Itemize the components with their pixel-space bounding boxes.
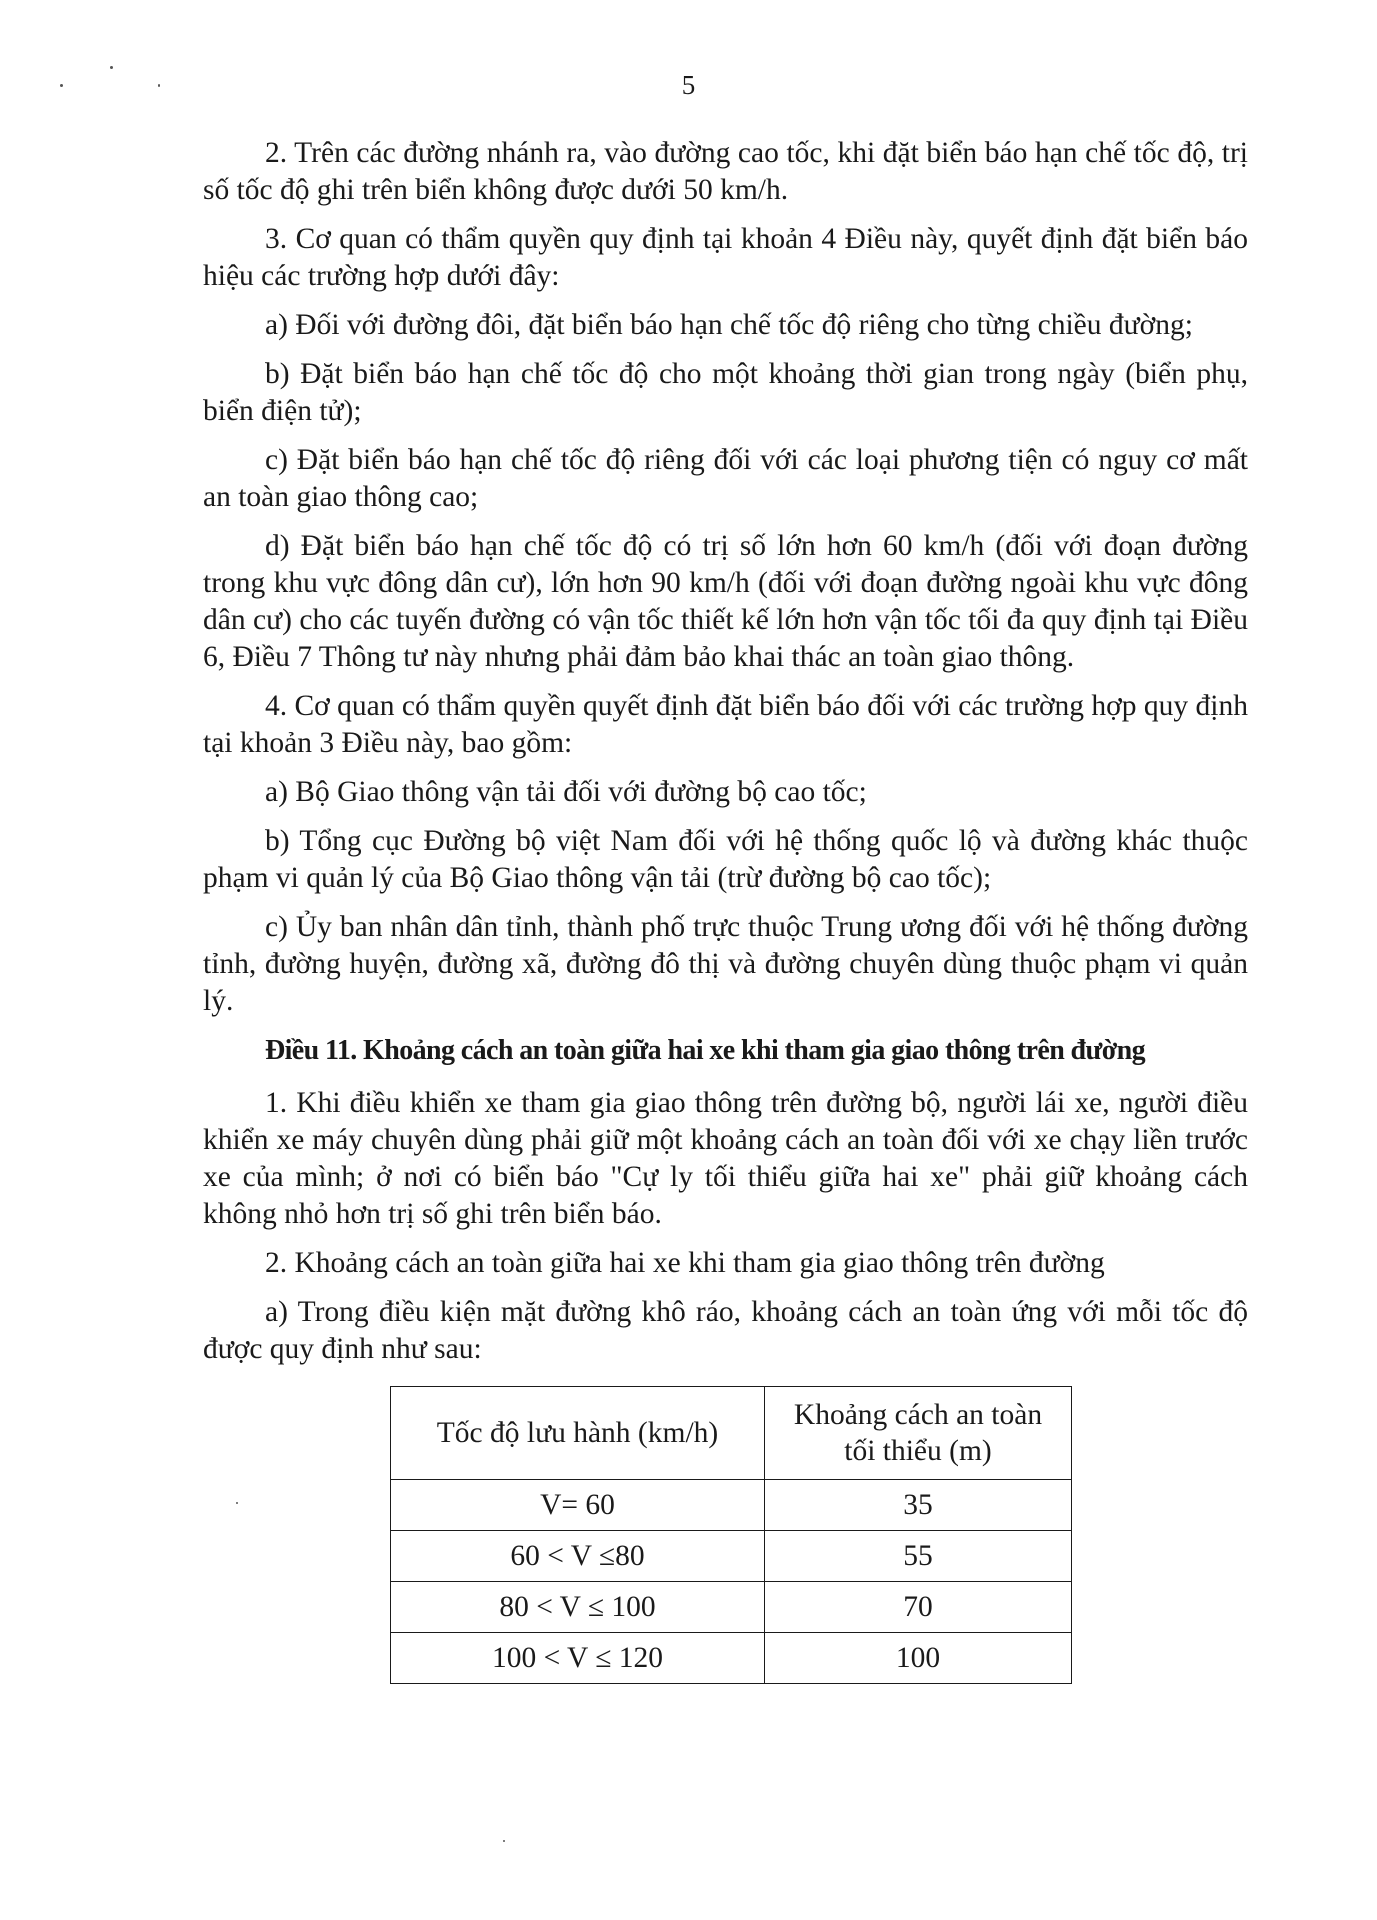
scan-speck: [158, 84, 160, 87]
page-number: 5: [681, 70, 696, 100]
paragraph-clause-4: 4. Cơ quan có thẩm quyền quyết định đặt biển báo đối với các trường hợp quy định tại khoản 3 Điều này, bao gồm:: [203, 690, 1248, 759]
header-distance-line2: tối thiểu (m): [844, 1435, 992, 1467]
paragraph-clause-3: 3. Cơ quan có thẩm quyền quy định tại khoản 4 Điều này, quyết định đặt biển báo hiệu các trường hợp dưới đây:: [203, 223, 1248, 292]
paragraph-article-11-clause-2a: a) Trong điều kiện mặt đường khô ráo, khoảng cách an toàn ứng với mỗi tốc độ được quy định như sau:: [203, 1296, 1248, 1365]
cell-speed: V= 60: [391, 1480, 765, 1531]
scan-speck: [110, 66, 113, 69]
paragraph-clause-3d: d) Đặt biển báo hạn chế tốc độ có trị số lớn hơn 60 km/h (đối với đoạn đường trong khu vực đông dân cư), lớn hơn 90 km/h (đối với đoạn đường ngoài khu vực đông dân cư) cho các tuyến đường có vận tốc thiết kế lớn hơn vận tốc tối đa quy định tại Điều 6, Điều 7 Thông tư này nhưng phải đảm bảo khai thác an toàn giao thông.: [203, 530, 1248, 673]
header-distance: [765, 1387, 1072, 1480]
paragraph-clause-2: 2. Trên các đường nhánh ra, vào đường cao tốc, khi đặt biển báo hạn chế tốc độ, trị số tốc độ ghi trên biển không được dưới 50 km/h.: [203, 137, 1248, 206]
paragraph-article-11-clause-2: 2. Khoảng cách an toàn giữa hai xe khi tham gia giao thông trên đường: [265, 1247, 1105, 1279]
paragraph-clause-4a: a) Bộ Giao thông vận tải đối với đường bộ cao tốc;: [265, 776, 867, 808]
document-body: [203, 135, 1248, 1684]
cell-speed: 100 < V ≤ 120: [391, 1633, 765, 1684]
table-row: [391, 1582, 1072, 1633]
scan-speck: [60, 84, 63, 87]
paragraph-clause-4b: b) Tổng cục Đường bộ việt Nam đối với hệ thống quốc lộ và đường khác thuộc phạm vi quản lý của Bộ Giao thông vận tải (trừ đường bộ cao tốc);: [203, 825, 1248, 894]
scan-speck: [503, 1840, 505, 1842]
cell-distance: 35: [765, 1480, 1072, 1531]
table-row: [391, 1480, 1072, 1531]
header-distance-line1: Khoảng cách an toàn: [793, 1399, 1043, 1431]
cell-speed: 60 < V ≤80: [391, 1531, 765, 1582]
paragraph-clause-3c: c) Đặt biển báo hạn chế tốc độ riêng đối với các loại phương tiện có nguy cơ mất an toàn giao thông cao;: [203, 444, 1248, 513]
safe-distance-table: [390, 1386, 1072, 1684]
cell-distance: 55: [765, 1531, 1072, 1582]
table-row: [391, 1531, 1072, 1582]
paragraph-clause-3a: a) Đối với đường đôi, đặt biển báo hạn chế tốc độ riêng cho từng chiều đường;: [265, 309, 1193, 341]
cell-distance: 100: [765, 1633, 1072, 1684]
table-row: [391, 1633, 1072, 1684]
header-speed: Tốc độ lưu hành (km/h): [391, 1387, 765, 1480]
cell-distance: 70: [765, 1582, 1072, 1633]
cell-speed: 80 < V ≤ 100: [391, 1582, 765, 1633]
paragraph-article-11-clause-1: 1. Khi điều khiển xe tham gia giao thông trên đường bộ, người lái xe, người điều khiển xe máy chuyên dùng phải giữ một khoảng cách an toàn đối với xe chạy liền trước xe của mình; ở nơi có biển báo "Cự ly tối thiểu giữa hai xe" phải giữ khoảng cách không nhỏ hơn trị số ghi trên biển báo.: [203, 1087, 1248, 1230]
table-header-row: [391, 1387, 1072, 1480]
paragraph-clause-3b: b) Đặt biển báo hạn chế tốc độ cho một khoảng thời gian trong ngày (biển phụ, biển điện tử);: [203, 358, 1248, 427]
paragraph-clause-4c: c) Ủy ban nhân dân tỉnh, thành phố trực thuộc Trung ương đối với hệ thống đường tỉnh, đường huyện, đường xã, đường đô thị và đường chuyên dùng thuộc phạm vi quản lý.: [203, 911, 1248, 1017]
article-11-heading: Điều 11. Khoảng cách an toàn giữa hai xe khi tham gia giao thông trên đường: [265, 1035, 1146, 1066]
